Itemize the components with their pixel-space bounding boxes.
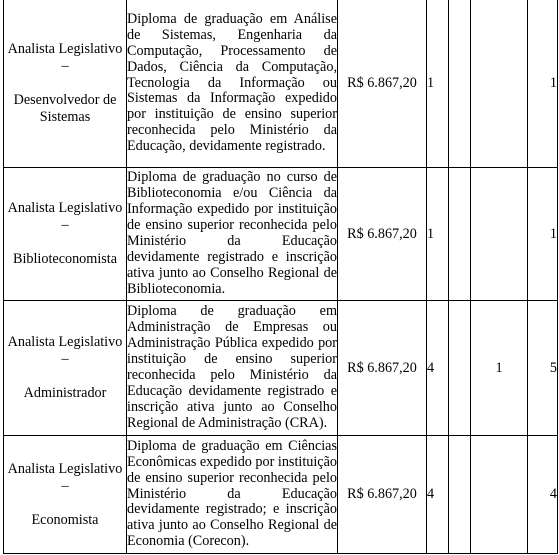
total-vacancies-cell: 1 [528, 0, 558, 168]
vacancies-cell: 4 [427, 436, 449, 554]
role-title: Analista Legislativo – [7, 41, 123, 74]
requirements-text: Diploma de graduação em Ciências Econômicas expedido por instituição de ensino superior reconhecida pelo Ministério da Educação devidamente registrado; e inscrição ativa junto ao Conselho Regional de Economia (Corecon). [127, 437, 337, 550]
blank-cell [449, 0, 471, 168]
blank-cell [449, 168, 471, 301]
table-row [4, 301, 558, 436]
table-row [4, 436, 558, 554]
reserved-vacancies-cell [471, 0, 528, 168]
total-vacancies-cell: 5 [528, 301, 558, 436]
positions-table [3, 0, 558, 554]
salary-cell: R$ 6.867,20 [338, 436, 427, 554]
vacancies-cell: 4 [427, 301, 449, 436]
total-vacancies-cell: 1 [528, 168, 558, 301]
role-name: Desenvolvedor de Sistemas [13, 92, 117, 125]
salary-cell: R$ 6.867,20 [338, 301, 427, 436]
blank-cell [449, 301, 471, 436]
reserved-vacancies-cell: 1 [471, 301, 528, 436]
salary-cell: R$ 6.867,20 [338, 0, 427, 168]
requirements-text: Diploma de graduação em Análise de Sistemas, Engenharia da Computação, Processamento de Dados, Ciência da Computação, Tecnologia da Informação ou Sistemas da Informação expedido por instituição de ensino superior reconhecida pelo Ministério da Educação, devidamente registrado. [127, 10, 337, 155]
role-name: Administrador [23, 385, 107, 401]
reserved-vacancies-cell [471, 168, 528, 301]
requirements-cell [127, 301, 338, 436]
total-vacancies-cell: 4 [528, 436, 558, 554]
table-row [4, 168, 558, 301]
role-title: Analista Legislativo – [7, 200, 123, 233]
requirements-cell [127, 168, 338, 301]
role-cell [4, 436, 127, 554]
role-cell [4, 301, 127, 436]
role-name: Biblioteconomista [12, 251, 118, 267]
role-title: Analista Legislativo – [7, 460, 123, 494]
role-cell [4, 0, 127, 168]
reserved-vacancies-cell [471, 436, 528, 554]
requirements-text: Diploma de graduação no curso de Biblioteconomia e/ou Ciência da Informação expedido por instituição de ensino superior reconhecida pelo Ministério da Educação devidamente registrado e inscrição ativa junto ao Conselho Regional de Biblioteconomia. [127, 169, 337, 297]
table-row [4, 0, 558, 168]
role-title: Analista Legislativo – [7, 334, 123, 367]
requirements-cell [127, 436, 338, 554]
requirements-cell [127, 0, 338, 168]
role-name: Economista [31, 511, 99, 528]
blank-cell [449, 436, 471, 554]
role-cell [4, 168, 127, 301]
requirements-text: Diploma de graduação em Administração de Empresas ou Administração Pública expedido por instituição de ensino superior reconhecida pelo Ministério da Educação devidamente registrado e inscrição ativa junto ao Conselho Regional de Administração (CRA). [127, 303, 337, 431]
vacancies-cell: 1 [427, 168, 449, 301]
salary-cell: R$ 6.867,20 [338, 168, 427, 301]
vacancies-cell: 1 [427, 0, 449, 168]
